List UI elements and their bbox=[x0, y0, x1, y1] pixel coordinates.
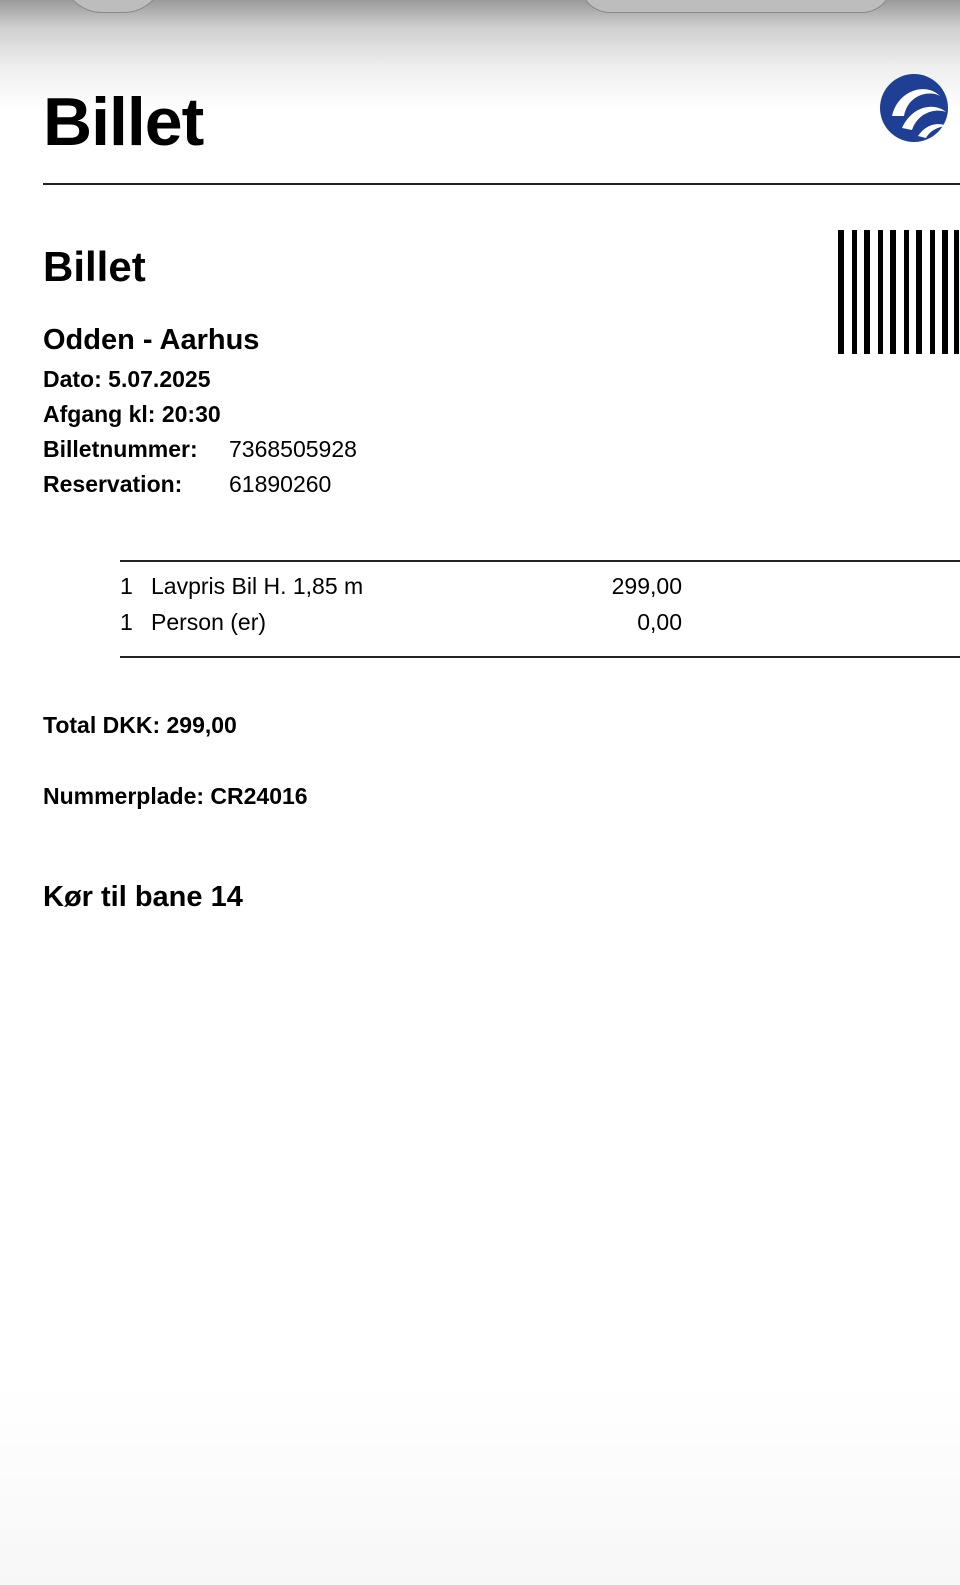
route: Odden - Aarhus bbox=[43, 324, 260, 356]
ferry-company-logo-icon bbox=[878, 72, 950, 144]
line-item-amount: 0,00 bbox=[637, 609, 682, 635]
date-line bbox=[43, 368, 210, 391]
ticket-number-value: 7368505928 bbox=[229, 436, 357, 462]
items-divider-bottom bbox=[120, 656, 960, 658]
ticket-heading: Billet bbox=[43, 243, 146, 290]
bottom-shade bbox=[0, 1385, 960, 1585]
line-item bbox=[120, 575, 682, 601]
header-divider bbox=[43, 183, 960, 185]
barcode-icon bbox=[838, 230, 960, 354]
page-title: Billet bbox=[43, 84, 204, 160]
reservation-label: Reservation: bbox=[43, 471, 183, 497]
items-divider-top bbox=[120, 560, 960, 562]
line-item bbox=[120, 611, 682, 637]
license-plate: Nummerplade: CR24016 bbox=[43, 783, 308, 809]
reservation-value: 61890260 bbox=[229, 471, 332, 497]
top-right-control bbox=[580, 0, 892, 13]
lane-instruction: Kør til bane 14 bbox=[43, 881, 243, 913]
reservation-line bbox=[43, 471, 332, 497]
top-left-control bbox=[62, 0, 164, 13]
line-item-qty: 1 bbox=[120, 609, 133, 635]
ticket-number-label: Billetnummer: bbox=[43, 436, 198, 462]
departure: Afgang kl: 20:30 bbox=[43, 401, 221, 427]
line-item-description: Lavpris Bil H. 1,85 m bbox=[151, 573, 364, 599]
line-item-amount: 299,00 bbox=[611, 573, 682, 599]
date: Dato: 5.07.2025 bbox=[43, 366, 211, 392]
line-item-qty: 1 bbox=[120, 573, 133, 599]
departure-line bbox=[43, 403, 221, 426]
ticket-number-line bbox=[43, 436, 357, 462]
total-amount: Total DKK: 299,00 bbox=[43, 712, 237, 738]
line-item-description: Person (er) bbox=[151, 609, 267, 635]
